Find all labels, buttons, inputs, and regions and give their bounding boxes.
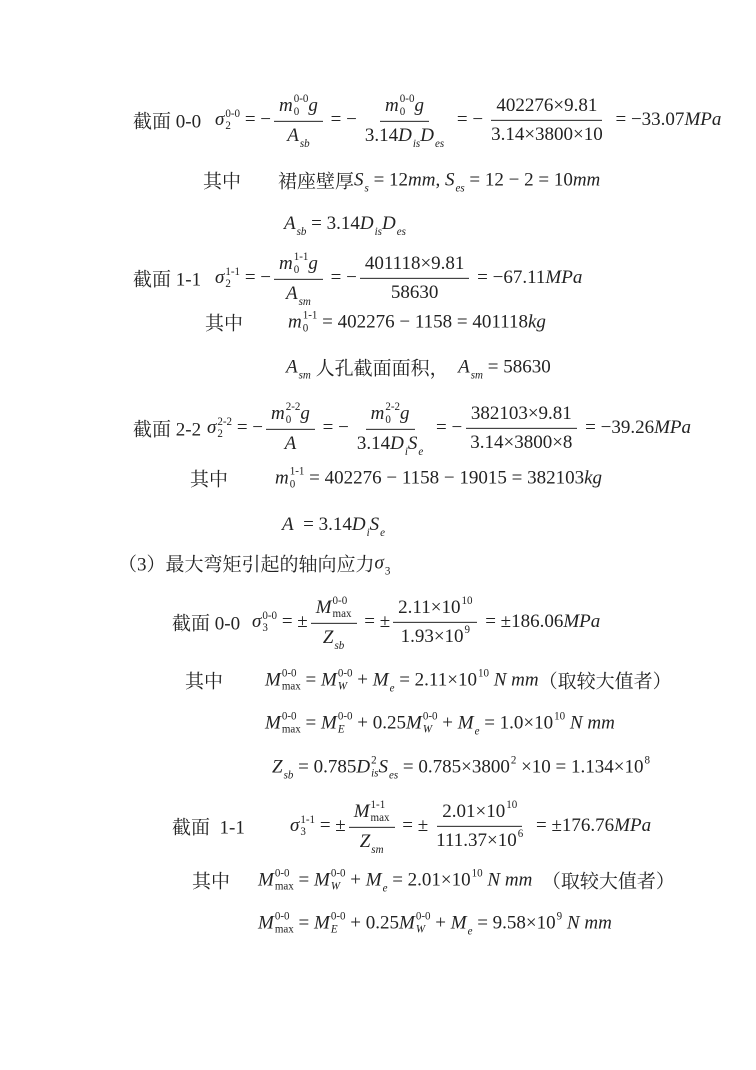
text-run: N [569,712,583,733]
text-run: mm [504,869,533,890]
math-fraction [431,800,528,853]
text-run: = 3.14 [306,213,360,234]
text-run: = 2.01× [387,869,452,890]
formula [258,867,675,894]
math-symbol: D is [359,213,382,239]
text-run: = 2.11× [394,669,458,690]
formula [290,798,652,857]
math-symbol: M 0-0 E [321,710,353,735]
text-run: g [400,402,410,424]
line-label: 截面 2-2 [133,419,202,441]
text-run: = − [452,109,484,130]
fraction-numerator [466,402,577,429]
line-label: 截面 0-0 [172,613,241,635]
math-symbol: σ 0-0 2 [215,107,241,132]
math-symbol: S e [369,514,386,540]
fraction-denominator [386,279,444,305]
math-fraction [393,596,477,649]
math-symbol: M e [365,869,388,895]
math-symbol: 10 9 [444,623,471,647]
math-symbol: σ 3 [374,552,391,578]
text-run: = [293,869,315,890]
fraction-numerator [437,800,522,827]
math-symbol: M 0-0 max [265,667,301,692]
text-run: 401118×9.81 [364,252,465,274]
text-run: = 12 [368,169,409,190]
text-run: + [437,712,458,733]
text-run: 3.14×3800×8 [470,431,573,453]
fraction-numerator [349,798,395,828]
math-symbol: 10 9 [536,910,563,933]
fraction-numerator [380,92,429,122]
math-symbol: 10 6 [497,827,524,851]
line-label: 截面 0-0 [133,111,202,133]
math-symbol: M 0-0 W [314,867,346,892]
formula [215,250,583,309]
line-label: 截面 1-1 [172,817,245,839]
fraction-denominator [465,429,577,455]
text-run: 1.93× [400,625,445,647]
math-symbol: D 2 is [356,754,379,779]
fraction-numerator [266,400,315,430]
formula [207,400,692,459]
formula [272,754,650,782]
math-symbol: σ 2-2 2 [207,415,233,440]
math-symbol: M e [372,669,395,695]
math-symbol: m 1-1 0 [288,309,318,334]
math-symbol: m 2-2 0 [370,400,401,426]
line-label: 其中 [203,171,242,193]
line-label: 其中 [205,313,244,335]
fraction-denominator [318,624,349,653]
text-run: = − [317,417,349,438]
math-symbol: M 1-1 max [353,798,390,824]
math-symbol: σ 1-1 2 [215,265,241,290]
text-run: + 0.25 [345,912,399,933]
math-symbol: M 0-0 max [258,910,294,935]
fraction-denominator [486,121,608,147]
text-run: 402276×9.81 [496,94,598,116]
formula [278,167,600,194]
text-run: , [435,169,445,190]
fraction-denominator [282,122,314,151]
text-run: = 3.14 [293,514,352,535]
math-symbol: M 0-0 max [265,710,301,735]
text-run: 2.01× [442,800,487,822]
text-run: mm [584,912,612,933]
text-run: 3.14 [364,125,399,147]
text-run: = 0.785 [293,756,357,777]
text-run: = − [240,267,271,288]
text-run: = − [240,109,271,130]
line-label: 其中 [192,871,231,893]
text-run: = 12 − 2 = 10 [464,169,573,190]
formula [288,309,546,334]
math-symbol: 3800 2 [471,754,517,777]
line-label: 其中 [185,671,224,693]
math-symbol: m 2-2 0 [271,400,301,426]
text-run: N [487,869,501,890]
math-symbol: m 0-0 0 [279,92,309,118]
text-run: = − [431,417,463,438]
text-run: = − [325,267,357,288]
math-symbol: M e [457,712,480,738]
text-run: mm [511,669,539,690]
math-symbol: 10 10 [457,667,489,690]
text-run: = − [232,417,263,438]
text-run: 3.14 [356,433,391,455]
text-run: + [430,912,451,933]
math-symbol: M 0-0 W [321,667,353,692]
text-run: = 9.58× [472,912,537,933]
formula [252,594,601,653]
text-run: MPa [654,417,692,438]
fraction-denominator [355,828,389,857]
text-run: （3）最大弯矩引起的轴向应力 [118,554,375,576]
fraction-denominator [281,280,316,309]
text-run: 111.37× [436,829,498,851]
formula [118,550,390,577]
math-fraction [274,92,323,151]
text-run: g [308,252,318,274]
text-run: = [300,669,322,690]
text-run: A [282,514,294,535]
math-symbol: Z sm [359,831,384,857]
text-run: MPa [684,109,722,130]
text-run: 58630 [390,281,439,303]
fraction-numerator [274,92,323,122]
math-symbol: Z sb [272,756,294,782]
text-run: g [300,402,310,424]
fraction-numerator [366,400,415,430]
text-run: = ± [277,611,308,632]
text-run: = 402276 − 1158 − 19015 = 382103 [304,467,585,488]
math-symbol: M 0-0 max [315,594,352,620]
math-symbol: S s [354,169,369,195]
text-run: = [300,712,322,733]
text-run: = −67.11 [472,267,546,288]
formula [265,710,615,738]
text-run: = − [325,109,357,130]
text-run: = −33.07 [610,109,685,130]
math-symbol: σ 1-1 3 [290,813,316,838]
fraction-numerator [491,94,602,121]
formula [275,465,602,490]
math-symbol: 10 10 [486,798,518,822]
formula [282,514,386,540]
math-symbol: 10 10 [534,710,566,733]
text-run: kg [527,311,546,332]
math-fraction [360,252,470,305]
math-symbol: D is [398,125,421,151]
text-run: （取较大值者） [538,671,672,693]
text-run: + [352,669,373,690]
math-fraction [486,94,608,147]
math-symbol: A sm [286,283,311,309]
text-run: = ± [397,815,429,836]
text-run: 2.11× [398,596,442,618]
text-run: = −39.26 [580,417,655,438]
math-fraction [266,400,315,456]
text-run: = ± [315,815,346,836]
text-run: mm [408,169,436,190]
math-symbol: 10 8 [624,754,650,777]
text-run: N [493,669,507,690]
math-fraction [349,798,395,857]
text-run: MPa [614,815,652,836]
text-run: = 58630 [482,356,551,377]
fraction-denominator [352,430,428,459]
math-symbol: σ 0-0 3 [252,609,278,634]
fraction-numerator [311,594,357,624]
text-run: MPa [545,267,583,288]
math-symbol: m 1-1 0 [275,465,305,490]
math-symbol: Z sb [322,627,345,653]
text-run: = ±186.06 [480,611,564,632]
fraction-numerator [393,596,477,623]
math-fraction [274,250,323,309]
text-run: 382103×9.81 [470,402,572,424]
formula [284,213,406,239]
text-run: g [308,94,318,116]
math-fraction [360,92,449,151]
text-run: 裙座壁厚 [278,171,355,193]
text-run: MPa [563,611,601,632]
formula [265,667,672,694]
formula [258,910,612,938]
math-symbol: A sm [458,356,483,382]
text-run: + [345,869,366,890]
math-fraction [465,402,577,455]
math-symbol: 10 10 [451,867,483,890]
formula [286,354,551,381]
math-symbol: A sb [284,213,307,239]
text-run: A [284,433,297,455]
text-run: = 402276 − 1158 = 401118 [317,311,528,332]
math-symbol: S e [407,433,424,459]
math-symbol: S es [444,169,465,195]
math-fraction [311,594,357,653]
text-run: 人孔截面面积， [310,358,449,380]
text-run: = 1.0× [479,712,535,733]
math-symbol: A sb [287,125,310,151]
fraction-denominator [396,623,475,649]
text-run: （取较大值者） [541,871,675,893]
math-fraction [352,400,428,459]
text-run: g [414,94,424,116]
text-run: mm [572,169,601,190]
text-run: = 0.785× [398,756,472,777]
fraction-numerator [360,252,470,279]
math-symbol: M 0-0 W [399,910,431,935]
math-symbol: M 0-0 max [258,867,294,892]
text-run [449,356,459,378]
text-run: = [293,912,315,933]
line-label: 截面 1-1 [133,269,202,291]
math-symbol: S es [378,756,399,782]
math-symbol: M e [450,912,473,938]
text-run: ×10 = 1.134× [516,756,625,777]
math-symbol: m 1-1 0 [279,250,309,276]
text-run: kg [584,467,603,488]
math-symbol: D i [390,433,408,459]
math-symbol: D es [381,213,406,239]
math-symbol: D es [420,125,445,151]
line-label: 其中 [190,469,229,491]
fraction-denominator [431,827,528,853]
math-symbol: M 0-0 W [406,710,438,735]
math-symbol: 10 10 [441,594,473,618]
math-symbol: m 0-0 0 [385,92,415,118]
fraction-numerator [274,250,323,280]
text-run: N [566,912,580,933]
math-symbol: D i [351,514,370,540]
text-run: mm [587,712,615,733]
text-run: 3.14×3800×10 [491,123,603,145]
fraction-denominator [360,122,449,151]
text-run: = ± [359,611,391,632]
text-run [532,869,542,891]
text-run: + 0.25 [352,712,406,733]
formula [215,92,722,151]
text-run: = ±176.76 [531,815,615,836]
fraction-denominator [280,430,302,456]
math-symbol: A sm [286,356,311,382]
math-symbol: M 0-0 E [314,910,346,935]
